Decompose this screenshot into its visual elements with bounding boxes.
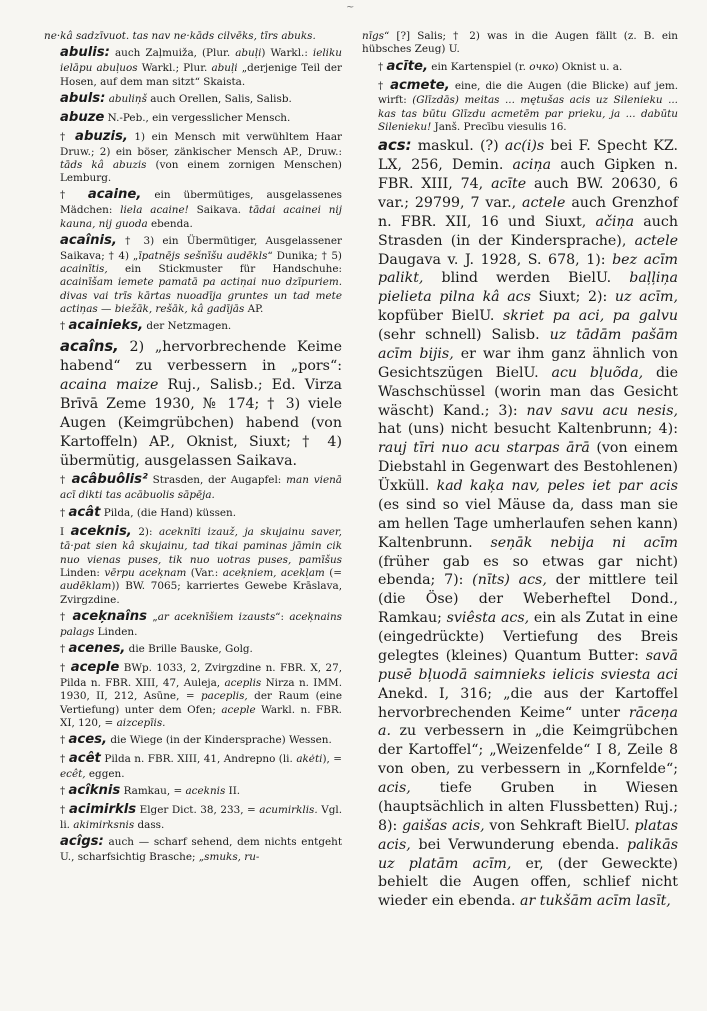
example-text: ar aceknīšiem izausts bbox=[157, 610, 276, 623]
entry-text: von Sehkraft BielU. bbox=[484, 817, 635, 834]
headword: acîknis bbox=[68, 783, 121, 799]
example-text: (nīts) acs, bbox=[472, 572, 547, 589]
example-text: platas acis, bbox=[378, 817, 678, 853]
example-text: rauj tīri nuo acu starpas ārā bbox=[378, 440, 590, 457]
entry-text: † bbox=[60, 643, 69, 656]
example-text: ačiņa bbox=[595, 213, 635, 230]
entry-text: (= bbox=[324, 567, 342, 580]
dictionary-entry bbox=[44, 609, 342, 639]
example-text: paceplis, bbox=[200, 690, 248, 703]
entry-text: auch Grenzhof n. FBR. XII, 16 und Siuxt, bbox=[378, 194, 678, 230]
entry-text: Anekd. I, 316; „die aus der Kartoffel hervorbrechenden Keime“ unter bbox=[378, 685, 678, 721]
dictionary-entry bbox=[44, 834, 342, 864]
headword: acaîns, bbox=[60, 338, 119, 356]
headword: aceķnaîns bbox=[72, 608, 148, 624]
headword: abuze bbox=[60, 109, 105, 125]
example-text: aceknis bbox=[185, 785, 226, 798]
example-text: audēklam bbox=[60, 580, 112, 593]
left-column bbox=[44, 30, 342, 867]
dictionary-entry bbox=[44, 91, 342, 108]
dictionary-entry bbox=[44, 30, 342, 43]
example-text: aceknīti izauž, ja skujainu saver, tā·pat sien kâ skujainu, tad tikai paminas jāmin cik nuo vienas puses, tik nuo uotras puses, pamīšus bbox=[60, 525, 342, 566]
entry-text: “ Dunika; † 5) bbox=[267, 249, 342, 262]
example-text: aciņa bbox=[512, 157, 552, 174]
example-text: akimirksnis bbox=[73, 819, 135, 832]
entry-text: er war ihm ganz ähnlich von Gesichtszügen BielU. bbox=[378, 345, 678, 381]
example-text: очко bbox=[529, 60, 555, 73]
right-column bbox=[362, 30, 678, 913]
dictionary-entry bbox=[44, 472, 342, 502]
entry-text: Ramkau, = bbox=[120, 785, 186, 798]
headword: aceknis, bbox=[70, 523, 132, 539]
entry-text: † bbox=[60, 804, 69, 817]
entry-text: der mittlere teil (die Öse) der Weberheftel Dond., Ramkau; bbox=[378, 572, 679, 627]
example-text: ecêt, bbox=[60, 767, 86, 780]
headword: acainieks, bbox=[68, 318, 144, 334]
entry-text: kopfüber BielU. bbox=[378, 308, 503, 325]
entry-text: 1) ein Mensch mit verwühltem Haar Druw.; 2) ein böser, zänkischer Mensch AP., Druw.: bbox=[60, 130, 342, 158]
entry-text: (von einem zornigen Menschen) Lemburg. bbox=[60, 158, 342, 185]
example-text: aceķnains palags bbox=[60, 610, 343, 638]
entry-text: der Netzmagen. bbox=[143, 320, 232, 333]
example-text: ne·kâ sadzīvuot. tas nav ne·kāds cilvēks, tīrs abuks. bbox=[44, 30, 316, 42]
example-text: seņāk nebija ni acīm bbox=[490, 534, 678, 551]
entry-text: Ruj., Salisb.; Ed. Virza Brīvā Zeme 1930, № 174; † 3) viele Augen (Keimgrübchen) habend (von Kartoffeln) AP., Oknist, Siuxt; † 4) übermütig, ausgelassen Saikava. bbox=[60, 377, 342, 469]
example-text: uz tādām pašām acīm bijis, bbox=[378, 327, 678, 362]
entry-text: blind werden BielU. bbox=[423, 270, 630, 287]
entry-text: er, (der Geweckte) behielt die Augen offen, schlief nicht wieder ein ebenda. bbox=[378, 855, 678, 910]
entry-text: die Wiege (in der Kindersprache) Wessen. bbox=[107, 734, 332, 747]
headword: acimirkls bbox=[68, 802, 137, 818]
headword: acaine, bbox=[87, 187, 142, 203]
dictionary-entry bbox=[44, 129, 342, 186]
headword: acenes, bbox=[68, 641, 126, 657]
entry-text: † bbox=[60, 130, 76, 143]
entry-text: eine, die die Augen (die Blicke) auf jem. wirft: bbox=[378, 79, 678, 107]
entry-text: auch BW. 20630, 6 var.; 29799, 7 var., bbox=[378, 176, 678, 211]
example-text: vērpu aceķnam bbox=[104, 567, 187, 580]
dictionary-entry bbox=[44, 524, 342, 607]
entry-text: (es sind so viel Mäuse da, dass man sie am hellen Tage umherlaufen sehen kann) Kaltenbrunn. bbox=[378, 496, 678, 551]
entry-text: (von einem Diebstahl in Gegenwart des Bestohlenen) Üxküll. bbox=[378, 440, 678, 495]
dictionary-entry bbox=[362, 136, 678, 911]
example-text: kad kaķa nav, peles iet par acis bbox=[436, 478, 678, 495]
dictionary-entry bbox=[44, 337, 342, 470]
entry-text: ) Oknist u. a. bbox=[554, 60, 623, 73]
entry-text: )) BW. 7065; karriertes Gewebe Krāslava, Zvirgzdine. bbox=[60, 580, 342, 606]
entry-text: Siuxt; 2): bbox=[530, 289, 615, 306]
example-text: (Glīzdās) meitas ... mętušas acis uz Silenieku ... kas tas būtu Glīzdu acmetēm par prieku, ja ... dabūtu Silenieku! bbox=[378, 94, 678, 134]
entry-text: ebenda. bbox=[147, 217, 193, 230]
example-text: abuļi bbox=[235, 47, 262, 60]
entry-text: die Waschschüssel (worin man das Gesicht wäscht) Kand.; 3): bbox=[378, 364, 678, 419]
headword: aces, bbox=[68, 732, 108, 748]
headword: acât bbox=[68, 504, 101, 520]
dictionary-entry bbox=[44, 505, 342, 522]
entry-text: ein übermütiges, ausgelassenes Mädchen: bbox=[60, 189, 342, 217]
example-text: acaina maize bbox=[60, 377, 159, 394]
entry-text: † bbox=[60, 610, 73, 623]
entry-text: Pilda n. FBR. XIII, 41, Andrepno (li. bbox=[100, 753, 297, 766]
example-text: actele bbox=[634, 232, 678, 249]
example-text: uz acīm, bbox=[614, 289, 678, 306]
entry-text: Daugava v. J. 1928, S. 678, 1): bbox=[378, 251, 613, 268]
entry-text: † bbox=[60, 785, 69, 798]
example-text: actele bbox=[522, 194, 566, 211]
entry-text: Warkl. n. FBR. XI, 120, = bbox=[60, 703, 342, 729]
dictionary-entry bbox=[44, 233, 342, 316]
example-text: nīgs bbox=[362, 30, 384, 42]
headword: acaînis, bbox=[60, 232, 117, 248]
dictionary-entry bbox=[44, 783, 342, 800]
entry-text: auch Gipken n. FBR. XIII, 74, bbox=[378, 157, 678, 193]
example-text: tāds kâ abuzis bbox=[60, 158, 147, 171]
entry-text: † bbox=[60, 506, 69, 519]
example-text: acainīšam iemete pamatā pa actiņai nuo dzīpuriem. divas vai trīs kārtas nuoadīja gruntes un tad mete actiņas — biežāk, rešāk, kâ gadījās bbox=[60, 276, 342, 316]
headword: acīte, bbox=[386, 58, 428, 74]
entry-text: I bbox=[60, 525, 71, 538]
entry-text: BWp. 1033, 2, Zvirgzdine n. FBR. X, 27, Pilda n. FBR. XIII, 47, Auleja, bbox=[60, 662, 342, 689]
entry-text: † bbox=[378, 79, 391, 92]
example-text: baļļiņa pielieta pilna kâ acs bbox=[378, 270, 678, 306]
dictionary-entry bbox=[44, 45, 342, 89]
entry-text: Linden. bbox=[94, 625, 138, 638]
example-text: abuļi bbox=[211, 62, 238, 75]
entry-text: (früher gab es so etwas gar nicht) ebenda; 7): bbox=[378, 553, 678, 589]
entry-text: Janš. Precību viesulis 16. bbox=[431, 121, 567, 134]
dictionary-entry bbox=[44, 732, 342, 749]
example-text: īpatnējs sešnīšu audēkls bbox=[138, 249, 268, 262]
dictionary-entry bbox=[362, 59, 678, 76]
dictionary-entry bbox=[362, 30, 678, 57]
entry-text: eggen. bbox=[85, 767, 125, 780]
entry-text: (Var.: bbox=[186, 567, 223, 580]
example-text: liela acaine! bbox=[120, 204, 189, 217]
example-text: rāceņa a. bbox=[378, 704, 678, 740]
entry-text: hat (uns) nicht besucht Kaltenbrunn; 4): bbox=[378, 421, 678, 438]
headword: abulis: bbox=[60, 45, 110, 61]
entry-text: ) Warkl.: bbox=[261, 47, 313, 60]
entry-text: ein Stickmuster für Handschuhe: bbox=[107, 263, 342, 276]
dictionary-entry bbox=[44, 187, 342, 231]
entry-text: ein als Zutat in eine (eingedrückte) Vertiefung des Breis gelegtes (kleines) Quantum Butter: bbox=[378, 610, 678, 664]
headword: acâbuôlis² bbox=[71, 472, 148, 488]
example-text: gaišas acis, bbox=[402, 817, 485, 834]
entry-text: ein Kartenspiel (r. bbox=[428, 60, 530, 73]
headword: acêt bbox=[68, 751, 101, 767]
entry-text: Warkl.; Plur. bbox=[137, 62, 212, 75]
example-text: ar tukšām acīm lasīt, bbox=[520, 893, 671, 910]
entry-text: † bbox=[60, 474, 72, 487]
entry-text: II. bbox=[225, 785, 241, 798]
dictionary-entry bbox=[44, 641, 342, 658]
dictionary-entry bbox=[44, 318, 342, 335]
headword: acs: bbox=[378, 137, 412, 155]
entry-text: Saikava. bbox=[188, 204, 249, 217]
dictionary-entry bbox=[44, 802, 342, 832]
entry-text: Vgl. li. bbox=[60, 804, 343, 832]
entry-text: Strasden, der Augapfel: bbox=[147, 474, 287, 487]
example-text: aceplis bbox=[224, 676, 262, 689]
entry-text: dass. bbox=[134, 819, 165, 832]
entry-text: „ bbox=[147, 610, 158, 623]
example-text: skriet pa aci, pa galvu bbox=[502, 308, 678, 325]
entry-text: 2) „hervorbrechende Keime habend“ zu verbessern in „pors“: bbox=[60, 339, 342, 375]
example-text: „smuks, ru- bbox=[198, 851, 260, 864]
example-text: aceķniem, acekļam bbox=[222, 567, 325, 580]
page-mark: ~ bbox=[346, 2, 355, 13]
example-text: sviêsta acs, bbox=[446, 610, 530, 627]
entry-text: † bbox=[60, 753, 69, 766]
headword: abuls: bbox=[60, 90, 106, 106]
example-text: ac(i)s bbox=[504, 138, 545, 155]
example-text: acu bļuõda, bbox=[551, 364, 644, 381]
headword: abuzis, bbox=[75, 128, 128, 144]
dictionary-entry bbox=[362, 78, 678, 135]
example-text: bez acīm palikt, bbox=[378, 251, 678, 287]
example-text: man vienā acī dikti tas acābuolis sāpēja. bbox=[60, 474, 342, 502]
entry-text: auch — scharf sehend, dem nichts entgeht U., scharfsichtig Brasche; bbox=[60, 836, 342, 864]
entry-text: AP. bbox=[244, 303, 264, 316]
example-text: aceple bbox=[221, 703, 256, 716]
example-text: palikās uz platām acīm, bbox=[378, 836, 678, 872]
example-text: acumirklis. bbox=[259, 804, 318, 817]
entry-text: zu verbessern in „die Keimgrübchen der Kartoffel“; „Weizenfelde“ I 8, Zeile 8 von oben, zu verbessern in „Kornfelde“; bbox=[378, 723, 678, 778]
dictionary-entry bbox=[44, 751, 342, 781]
example-text: abuliņš bbox=[108, 92, 147, 105]
entry-text: auch Strasden (in der Kindersprache), bbox=[378, 213, 678, 249]
entry-text: † bbox=[60, 189, 88, 202]
example-text: acis, bbox=[378, 780, 411, 797]
entry-text: † 3) ein Übermütiger, Ausgelassener Saikava; † 4) „ bbox=[60, 234, 342, 262]
entry-text: 2): bbox=[131, 525, 159, 538]
example-text: acainītis, bbox=[60, 263, 108, 276]
entry-text: Elger Dict. 38, 233, = bbox=[136, 804, 260, 817]
entry-text: Linden: bbox=[60, 567, 105, 580]
entry-text: ), = bbox=[322, 753, 343, 766]
entry-text: (sehr schnell) Salisb. bbox=[378, 327, 550, 344]
entry-text: maskul. (?) bbox=[411, 138, 505, 155]
example-text: ieliku ielāpu abuļuos bbox=[60, 47, 342, 75]
example-text: aizcepīis. bbox=[116, 716, 166, 729]
entry-text: † bbox=[378, 60, 387, 73]
entry-text: N.-Peb., ein vergesslicher Mensch. bbox=[104, 111, 291, 124]
entry-text: Nirza n. IMM. 1930, II, 212, Asūne, = bbox=[60, 676, 342, 703]
entry-text: die Brille Bauske, Golg. bbox=[125, 643, 253, 656]
entry-text: auch Orellen, Salis, Salisb. bbox=[146, 92, 292, 105]
entry-text: tiefe Gruben in Wiesen (hauptsächlich in alten Flussbetten) Ruj.; 8): bbox=[378, 780, 678, 834]
example-text: savā pusē bļuodā saimnieks ielicis sviesta aci bbox=[378, 647, 678, 683]
example-text: nav savu acu nesis, bbox=[526, 402, 679, 419]
entry-text: bei Verwunderung ebenda. bbox=[410, 836, 628, 853]
entry-text: † bbox=[60, 320, 69, 333]
headword: acîgs: bbox=[60, 834, 104, 850]
entry-text: “ [?] Salis; † 2) was in die Augen fällt (z. B. ein hübsches Zeug) U. bbox=[362, 30, 678, 56]
dictionary-entry bbox=[44, 110, 342, 127]
example-text: akėti bbox=[296, 753, 323, 766]
example-text: acīte bbox=[491, 176, 527, 193]
entry-text: bei F. Specht KZ. LX, 256, Demin. bbox=[378, 138, 678, 174]
entry-text: “: bbox=[275, 610, 290, 623]
entry-text: † bbox=[60, 734, 69, 747]
example-text: tādai acainei nij kauna, nij guoda bbox=[60, 204, 342, 230]
headword: acmete, bbox=[390, 77, 450, 93]
headword: aceple bbox=[70, 660, 120, 676]
entry-text: † bbox=[60, 662, 71, 675]
entry-text: Pilda, (die Hand) küssen. bbox=[100, 506, 237, 519]
entry-text: „derjenige Teil der Hosen, auf dem man sitzt“ Skaista. bbox=[60, 62, 342, 88]
entry-text: auch Zaļmuiža, (Plur. bbox=[109, 47, 236, 60]
entry-text: der Raum (eine Vertiefung) unter dem Ofen; bbox=[60, 690, 342, 716]
dictionary-entry bbox=[44, 660, 342, 730]
